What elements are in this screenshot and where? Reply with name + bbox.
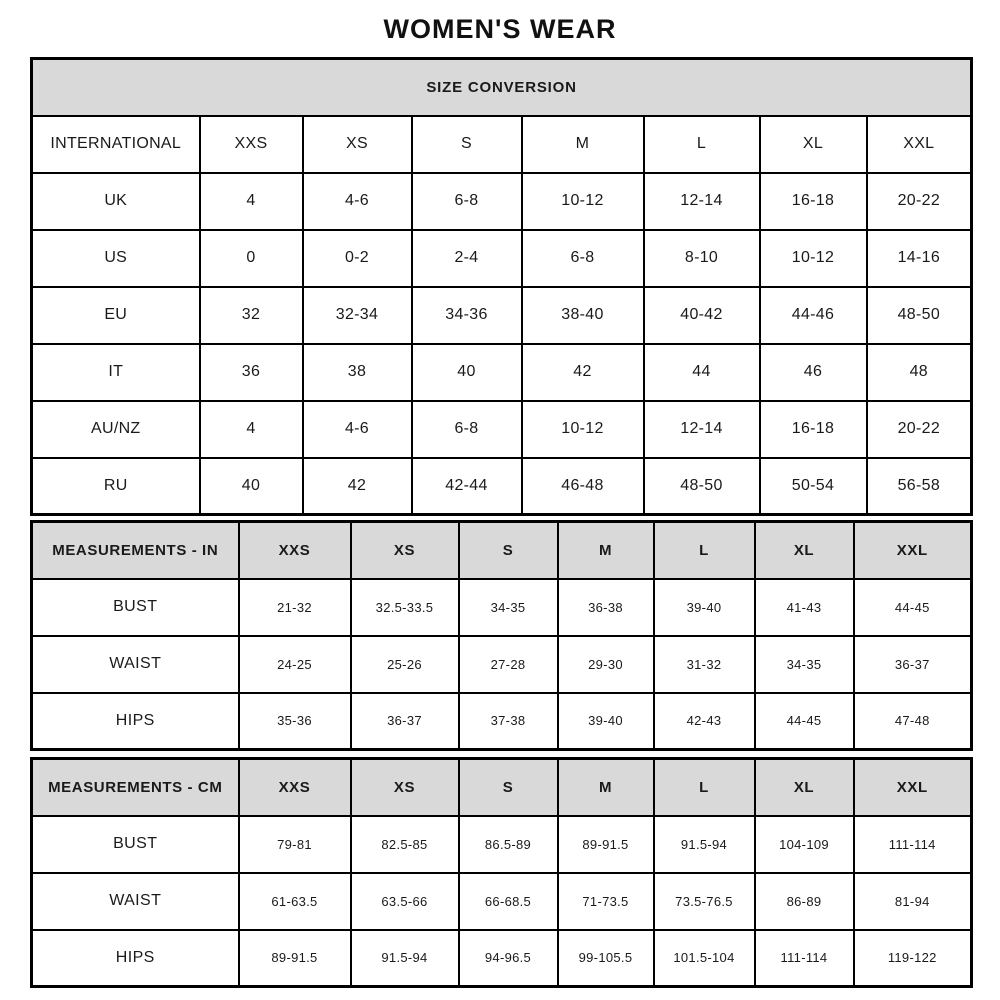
value-cell: 94-96.5 [459, 930, 558, 987]
size-header-s: S [412, 116, 522, 173]
value-cell: 20-22 [867, 401, 972, 458]
value-cell: 61-63.5 [239, 873, 351, 930]
size-header-xs: XS [351, 759, 459, 816]
row-label: UK [32, 173, 200, 230]
size-header-m: M [558, 759, 654, 816]
value-cell: 42 [303, 458, 412, 515]
value-cell: 27-28 [459, 636, 558, 693]
value-cell: 10-12 [760, 230, 867, 287]
value-cell: 38 [303, 344, 412, 401]
value-cell: 81-94 [854, 873, 972, 930]
size-header-xxl: XXL [867, 116, 972, 173]
value-cell: 104-109 [755, 816, 854, 873]
value-cell: 44 [644, 344, 760, 401]
value-cell: 86-89 [755, 873, 854, 930]
value-cell: 25-26 [351, 636, 459, 693]
value-cell: 86.5-89 [459, 816, 558, 873]
value-cell: 36 [200, 344, 303, 401]
value-cell: 24-25 [239, 636, 351, 693]
row-label: BUST [32, 579, 239, 636]
size-header-l: L [654, 522, 755, 579]
value-cell: 111-114 [755, 930, 854, 987]
value-cell: 8-10 [644, 230, 760, 287]
value-cell: 21-32 [239, 579, 351, 636]
size-header-xxs: XXS [239, 522, 351, 579]
value-cell: 50-54 [760, 458, 867, 515]
value-cell: 40 [412, 344, 522, 401]
size-header-xxl: XXL [854, 759, 972, 816]
value-cell: 35-36 [239, 693, 351, 750]
table-row [32, 230, 972, 287]
row-label: HIPS [32, 693, 239, 750]
value-cell: 91.5-94 [654, 816, 755, 873]
table-row [32, 636, 972, 693]
value-cell: 34-36 [412, 287, 522, 344]
value-cell: 99-105.5 [558, 930, 654, 987]
value-cell: 32 [200, 287, 303, 344]
value-cell: 46-48 [522, 458, 644, 515]
value-cell: 44-46 [760, 287, 867, 344]
header-label: MEASUREMENTS - CM [32, 759, 239, 816]
value-cell: 89-91.5 [558, 816, 654, 873]
value-cell: 36-37 [351, 693, 459, 750]
value-cell: 111-114 [854, 816, 972, 873]
value-cell: 14-16 [867, 230, 972, 287]
value-cell: 48-50 [867, 287, 972, 344]
size-header-xxs: XXS [200, 116, 303, 173]
value-cell: 37-38 [459, 693, 558, 750]
value-cell: 40 [200, 458, 303, 515]
value-cell: 32.5-33.5 [351, 579, 459, 636]
value-cell: 32-34 [303, 287, 412, 344]
value-cell: 44-45 [854, 579, 972, 636]
value-cell: 82.5-85 [351, 816, 459, 873]
row-label: BUST [32, 816, 239, 873]
value-cell: 39-40 [654, 579, 755, 636]
value-cell: 16-18 [760, 173, 867, 230]
size-header-l: L [654, 759, 755, 816]
page-title: WOMEN'S WEAR [383, 14, 617, 44]
value-cell: 42-44 [412, 458, 522, 515]
value-cell: 20-22 [867, 173, 972, 230]
size-header-xxs: XXS [239, 759, 351, 816]
size-header-xl: XL [760, 116, 867, 173]
header-row [32, 522, 972, 579]
value-cell: 10-12 [522, 401, 644, 458]
value-cell: 63.5-66 [351, 873, 459, 930]
value-cell: 56-58 [867, 458, 972, 515]
value-cell: 4 [200, 173, 303, 230]
table-row [32, 287, 972, 344]
size-header-xl: XL [755, 759, 854, 816]
table-row [32, 458, 972, 515]
value-cell: 29-30 [558, 636, 654, 693]
header-row [32, 759, 972, 816]
value-cell: 6-8 [412, 401, 522, 458]
size-header-xs: XS [351, 522, 459, 579]
row-label: AU/NZ [32, 401, 200, 458]
value-cell: 2-4 [412, 230, 522, 287]
value-cell: 10-12 [522, 173, 644, 230]
value-cell: 12-14 [644, 173, 760, 230]
row-label: US [32, 230, 200, 287]
table-row [32, 173, 972, 230]
value-cell: 0 [200, 230, 303, 287]
size-header-xs: XS [303, 116, 412, 173]
size-header-xl: XL [755, 522, 854, 579]
value-cell: 34-35 [755, 636, 854, 693]
row-label: HIPS [32, 930, 239, 987]
row-label: EU [32, 287, 200, 344]
value-cell: 91.5-94 [351, 930, 459, 987]
size-header-s: S [459, 522, 558, 579]
size-header-m: M [558, 522, 654, 579]
table-row [32, 401, 972, 458]
size-header-s: S [459, 759, 558, 816]
value-cell: 47-48 [854, 693, 972, 750]
header-row [32, 116, 972, 173]
value-cell: 73.5-76.5 [654, 873, 755, 930]
size-header-xxl: XXL [854, 522, 972, 579]
table-row [32, 816, 972, 873]
header-label: MEASUREMENTS - IN [32, 522, 239, 579]
value-cell: 12-14 [644, 401, 760, 458]
value-cell: 34-35 [459, 579, 558, 636]
value-cell: 48 [867, 344, 972, 401]
table-banner-row [32, 59, 972, 116]
value-cell: 41-43 [755, 579, 854, 636]
measurements-in-table [30, 520, 973, 751]
value-cell: 4-6 [303, 173, 412, 230]
value-cell: 31-32 [654, 636, 755, 693]
value-cell: 6-8 [522, 230, 644, 287]
value-cell: 79-81 [239, 816, 351, 873]
value-cell: 39-40 [558, 693, 654, 750]
value-cell: 119-122 [854, 930, 972, 987]
size-header-m: M [522, 116, 644, 173]
header-label: INTERNATIONAL [32, 116, 200, 173]
value-cell: 4-6 [303, 401, 412, 458]
value-cell: 46 [760, 344, 867, 401]
value-cell: 4 [200, 401, 303, 458]
value-cell: 6-8 [412, 173, 522, 230]
value-cell: 42-43 [654, 693, 755, 750]
value-cell: 36-37 [854, 636, 972, 693]
size-conversion-banner: SIZE CONVERSION [32, 59, 972, 116]
row-label: WAIST [32, 636, 239, 693]
size-conversion-table [30, 57, 973, 516]
value-cell: 66-68.5 [459, 873, 558, 930]
table-row [32, 930, 972, 987]
value-cell: 48-50 [644, 458, 760, 515]
value-cell: 101.5-104 [654, 930, 755, 987]
value-cell: 38-40 [522, 287, 644, 344]
value-cell: 36-38 [558, 579, 654, 636]
row-label: RU [32, 458, 200, 515]
table-row [32, 344, 972, 401]
value-cell: 89-91.5 [239, 930, 351, 987]
value-cell: 0-2 [303, 230, 412, 287]
measurements-cm-table [30, 757, 973, 988]
value-cell: 71-73.5 [558, 873, 654, 930]
value-cell: 42 [522, 344, 644, 401]
value-cell: 40-42 [644, 287, 760, 344]
table-row [32, 693, 972, 750]
value-cell: 44-45 [755, 693, 854, 750]
value-cell: 16-18 [760, 401, 867, 458]
size-header-l: L [644, 116, 760, 173]
row-label: IT [32, 344, 200, 401]
row-label: WAIST [32, 873, 239, 930]
table-row [32, 579, 972, 636]
table-row [32, 873, 972, 930]
